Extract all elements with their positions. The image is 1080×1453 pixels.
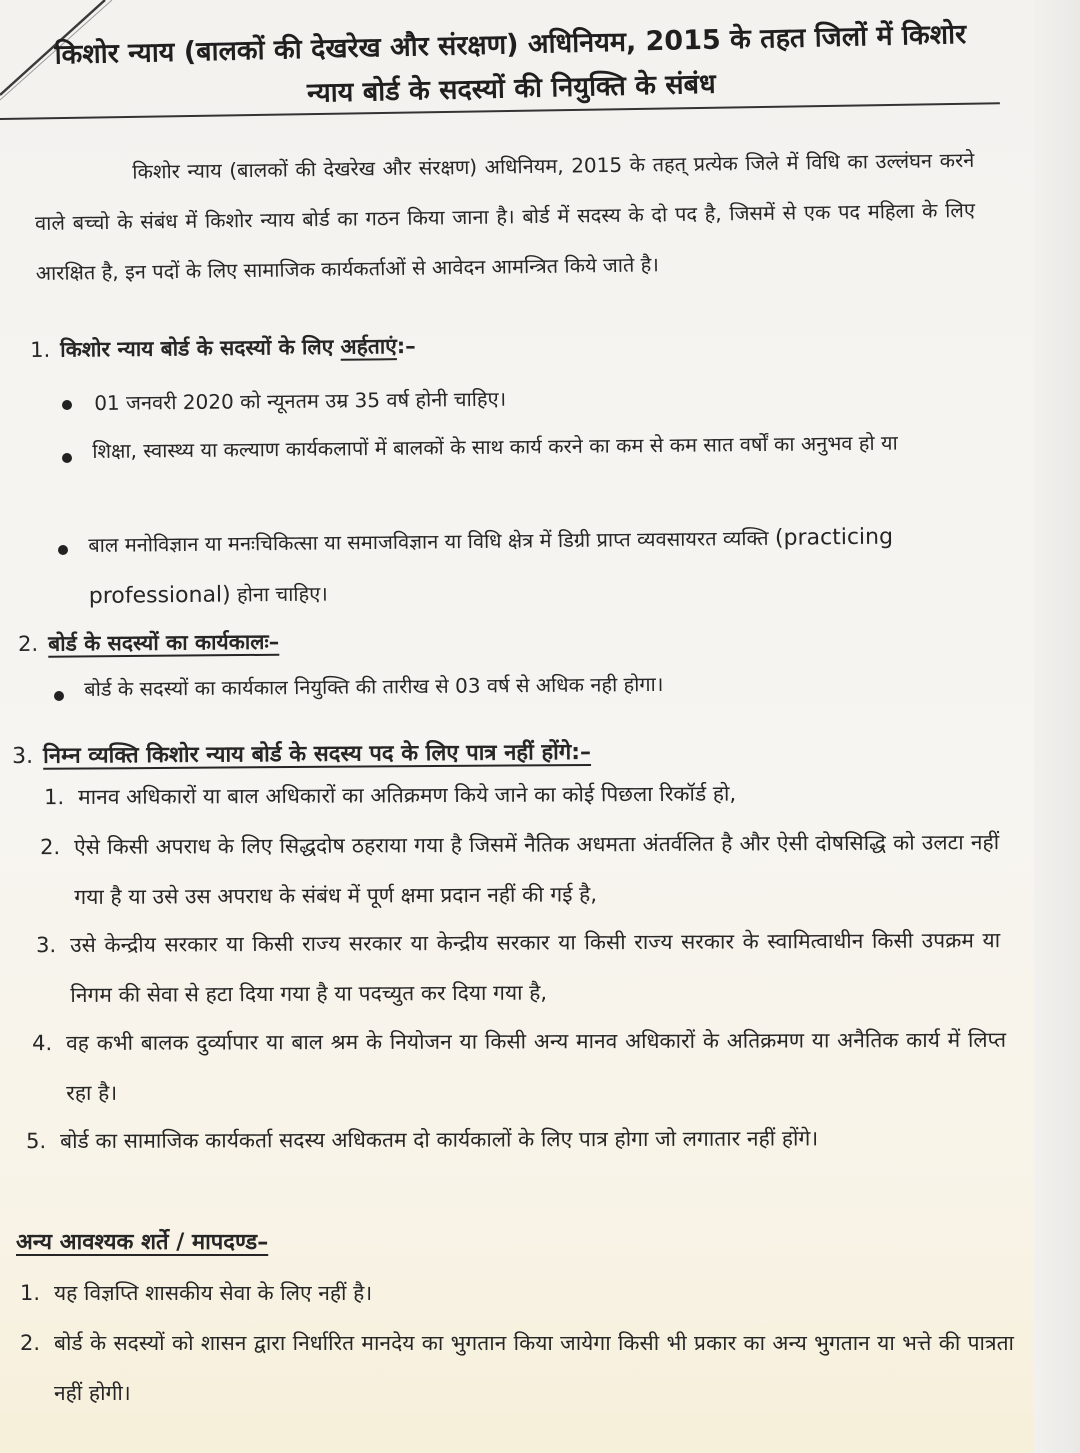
bullet-icon (54, 691, 64, 701)
item-text: बोर्ड के सदस्यों को शासन द्वारा निर्धारित मानदेय का भुगतान किया जायेगा किसी भी प्रकार का अन्य भुगतान या भत्ते की पात्रता नहीं होगी। (54, 1331, 1014, 1405)
section-4-heading (16, 1226, 268, 1256)
bullet-icon (58, 545, 68, 555)
section-3-item-4 (32, 1015, 1007, 1118)
item-text: बोर्ड का सामाजिक कार्यकर्ता सदस्य अधिकतम दो कार्यकालों के लिए पात्र होगा जो लगातार नहीं होंगे। (60, 1126, 819, 1153)
bullet-icon (62, 400, 72, 410)
section-3-number: 3. (12, 743, 34, 769)
item-text: वह कभी बालक दुर्व्यापार या बाल श्रम के नियोजन या किसी अन्य मानव अधिकारों के अतिक्रमण या अनैतिक कार्य में लिप्त रहा है। (66, 1027, 1007, 1105)
section-3-item-1 (44, 767, 958, 822)
item-number: 2. (40, 835, 61, 860)
item-number: 1. (44, 785, 65, 810)
item-text: यह विज्ञप्ति शासकीय सेवा के लिए नहीं है। (54, 1281, 373, 1305)
section-1-item-2: शिक्षा, स्वास्थ्य या कल्याण कार्यकलापों में बालकों के साथ कार्य करने का कम से कम सात वर्षों का अनुभव हो या (92, 430, 898, 463)
section-1-item-1: 01 जनवरी 2020 को न्यूनतम उम्र 35 वर्ष होनी चाहिए। (94, 386, 507, 415)
scan-edge (1034, 0, 1080, 1453)
section-4-item-1 (20, 1268, 954, 1318)
item-number: 2. (20, 1331, 41, 1355)
item-number: 1. (20, 1281, 41, 1305)
section-3-item-5 (26, 1113, 1010, 1166)
section-1-item-3-end: होना चाहिए। (236, 581, 328, 607)
section-3-heading (12, 736, 591, 770)
item-text: मानव अधिकारों या बाल अधिकारों का अतिक्रमण किये जाने का कोई पिछला रिकॉर्ड हो, (78, 781, 737, 809)
section-3-item-3 (36, 915, 1001, 1020)
section-1-item-3-text: बाल मनोविज्ञान या मनःचिकित्सा या समाजविज्ञान या विधि क्षेत्र में डिग्री प्राप्त व्यवसायरत व्यक्ति (88, 525, 769, 557)
section-2-number: 2. (18, 631, 39, 656)
section-1-heading (30, 332, 416, 364)
section-3-title: निम्न व्यक्ति किशोर न्याय बोर्ड के सदस्य पद के लिए पात्र नहीं होंगे:– (43, 739, 592, 769)
bullet-icon (62, 453, 72, 463)
item-number: 3. (36, 933, 57, 958)
item-text: ऐसे किसी अपराध के लिए सिद्धदोष ठहराया गया है जिसमें नैतिक अधमता अंतर्वलित है और ऐसी दोषसिद्धि को उलटा नहीं गया है या उसे उस अपराध के संबंध में पूर्ण क्षमा प्रदान नहीं की गई है, (74, 830, 1000, 909)
item-number: 5. (26, 1129, 47, 1154)
section-1-underlined: अर्हताएं (340, 334, 397, 359)
section-4-title: अन्य आवश्यक शर्ते / मापदण्ड– (16, 1230, 269, 1255)
section-1-tail: :– (396, 333, 416, 359)
section-1-item-3 (88, 511, 979, 622)
item-text: उसे केन्द्रीय सरकार या किसी राज्य सरकार या केन्द्रीय सरकार या किसी राज्य सरकार के स्वामित्वाधीन किसी उपक्रम या निगम की सेवा से हटा दिया गया है या पदच्युत कर दिया गया है, (70, 928, 1001, 1007)
section-2-title: बोर्ड के सदस्यों का कार्यकालः– (48, 629, 280, 656)
section-2-heading (18, 628, 279, 658)
section-2-item-1: बोर्ड के सदस्यों का कार्यकाल नियुक्ति की तारीख से 03 वर्ष से अधिक नही होगा। (84, 671, 664, 701)
section-1-item-3-latin: (practicing professional) (88, 524, 894, 609)
intro-paragraph: किशोर न्याय (बालकों की देखरेख और संरक्षण) अधिनियम, 2015 के तहत् प्रत्येक जिले में विधि का उल्लंघन करने वाले बच्चो के संबंध में किशोर न्याय बोर्ड का गठन किया जाना है। बोर्ड में सदस्य के दो पद है, जिसमें से एक पद महिला के लिए आरक्षित है, इन पदों के लिए सामाजिक कार्यकर्ताओं से आवेदन आमन्त्रित किये जाते है। (34, 147, 976, 285)
section-1-lead: किशोर न्याय बोर्ड के सदस्यों के लिए (60, 334, 334, 362)
section-4-item-2 (20, 1318, 1014, 1418)
document-title: किशोर न्याय (बालकों की देखरेख और संरक्षण) अधिनियम, 2015 के तहत जिलों में किशोर न्याय बोर्ड के सदस्यों की नियुक्ति के संबंध (54, 18, 967, 109)
item-number: 4. (32, 1031, 53, 1056)
section-3-item-2 (40, 817, 1000, 922)
section-1-number: 1. (30, 337, 51, 362)
